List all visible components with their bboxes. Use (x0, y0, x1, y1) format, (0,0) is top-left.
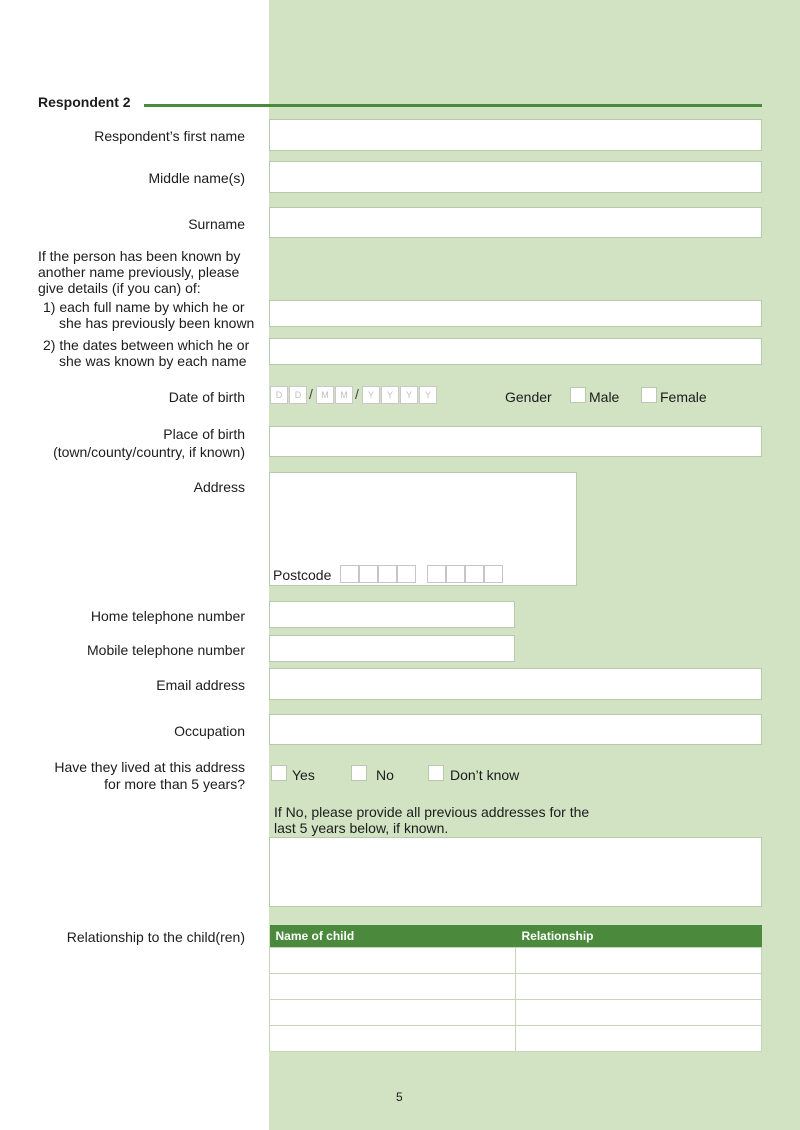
postcode-label: Postcode (273, 567, 332, 583)
relationship-cell[interactable] (516, 948, 762, 974)
child-name-cell[interactable] (270, 1000, 516, 1026)
previous-names-intro-line1: If the person has been known by (38, 248, 241, 264)
relationship-table (269, 925, 762, 1052)
postcode-digit-5[interactable] (427, 565, 446, 583)
previous-addresses-instruction-line1: If No, please provide all previous addresses for the (274, 804, 590, 820)
col-header-relationship: Relationship (516, 925, 762, 948)
previous-addresses-instruction-line2: last 5 years below, if known. (274, 820, 449, 836)
lived-5-years-label-line2: for more than 5 years? (104, 776, 245, 792)
postcode-digit-7[interactable] (465, 565, 484, 583)
lived-5-years-label: Have they lived at this address (54, 759, 245, 775)
relationship-cell[interactable] (516, 1026, 762, 1052)
dob-year-digit-2[interactable]: Y (381, 386, 399, 404)
lived-dont-know-checkbox[interactable] (428, 765, 444, 781)
dob-day-digit-1[interactable]: D (270, 386, 288, 404)
postcode-digit-1[interactable] (340, 565, 359, 583)
surname-label: Surname (188, 216, 245, 232)
previous-names-item1-line1: 1) each full name by which he or (43, 299, 245, 315)
home-phone-input[interactable] (269, 601, 515, 628)
place-of-birth-input[interactable] (269, 426, 762, 457)
postcode-digit-6[interactable] (446, 565, 465, 583)
gender-female-label: Female (660, 389, 707, 405)
dob-label: Date of birth (168, 389, 245, 405)
place-of-birth-sublabel: (town/county/country, if known) (53, 444, 245, 460)
dob-year-digit-1[interactable]: Y (362, 386, 380, 404)
child-name-cell[interactable] (270, 974, 516, 1000)
table-row (270, 1026, 762, 1052)
occupation-label: Occupation (174, 723, 245, 739)
lived-yes-label: Yes (292, 767, 315, 783)
first-name-input[interactable] (269, 119, 762, 151)
table-row (270, 974, 762, 1000)
previous-names-item1-line2: she has previously been known (59, 315, 255, 331)
previous-addresses-input[interactable] (269, 837, 762, 907)
col-header-name-of-child: Name of child (270, 925, 516, 948)
gender-male-checkbox[interactable] (570, 387, 586, 403)
dob-year-digit-3[interactable]: Y (400, 386, 418, 404)
relationship-label: Relationship to the child(ren) (66, 929, 245, 945)
section-title: Respondent 2 (38, 94, 131, 110)
table-row (270, 948, 762, 974)
surname-input[interactable] (269, 207, 762, 238)
table-row (270, 1000, 762, 1026)
gender-label: Gender (505, 389, 552, 405)
dob-separator-2: / (355, 386, 359, 402)
relationship-table-header (270, 925, 762, 948)
previous-names-intro-line2: another name previously, please (38, 264, 240, 280)
lived-no-label: No (376, 767, 394, 783)
dob-month-digit-1[interactable]: M (316, 386, 334, 404)
dob-day-digit-2[interactable]: D (289, 386, 307, 404)
postcode-digit-2[interactable] (359, 565, 378, 583)
home-phone-label: Home telephone number (90, 608, 245, 624)
dob-separator-1: / (309, 386, 313, 402)
place-of-birth-label: Place of birth (163, 426, 245, 442)
previous-names-item2-line2: she was known by each name (59, 353, 247, 369)
mobile-phone-input[interactable] (269, 635, 515, 662)
previous-names-intro-line3: give details (if you can) of: (38, 280, 201, 296)
gender-male-label: Male (589, 389, 620, 405)
child-name-cell[interactable] (270, 948, 516, 974)
gender-female-checkbox[interactable] (641, 387, 657, 403)
address-label: Address (193, 479, 245, 495)
relationship-cell[interactable] (516, 1000, 762, 1026)
postcode-digit-3[interactable] (378, 565, 397, 583)
lived-no-checkbox[interactable] (351, 765, 367, 781)
page-number: 5 (396, 1090, 403, 1104)
email-label: Email address (156, 677, 245, 693)
child-name-cell[interactable] (270, 1026, 516, 1052)
occupation-input[interactable] (269, 714, 762, 745)
previous-full-names-input[interactable] (269, 300, 762, 327)
mobile-phone-label: Mobile telephone number (87, 642, 245, 658)
middle-names-label: Middle name(s) (148, 170, 245, 186)
lived-dont-know-label: Don’t know (450, 767, 520, 783)
first-name-label: Respondent’s first name (94, 128, 245, 144)
previous-names-item2-line1: 2) the dates between which he or (43, 337, 250, 353)
dob-year-digit-4[interactable]: Y (419, 386, 437, 404)
middle-names-input[interactable] (269, 161, 762, 193)
dob-month-digit-2[interactable]: M (335, 386, 353, 404)
relationship-cell[interactable] (516, 974, 762, 1000)
postcode-digit-4[interactable] (397, 565, 416, 583)
postcode-digit-8[interactable] (484, 565, 503, 583)
email-input[interactable] (269, 668, 762, 700)
section-divider (144, 104, 762, 107)
lived-yes-checkbox[interactable] (271, 765, 287, 781)
previous-names-dates-input[interactable] (269, 338, 762, 365)
